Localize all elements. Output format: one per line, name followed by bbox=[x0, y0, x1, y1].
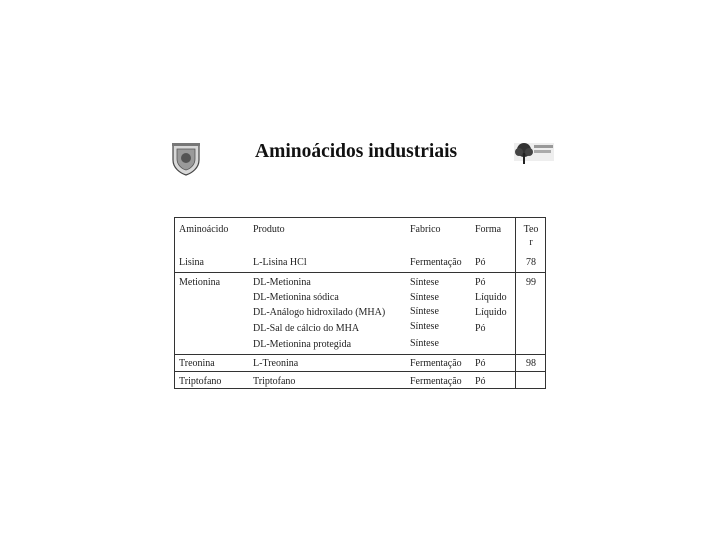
table-row-metionina-fabrico-4: Síntese bbox=[410, 321, 439, 332]
table-row-lisina-fabrico: Fermentação bbox=[410, 257, 462, 268]
tree-logo-icon bbox=[514, 143, 554, 165]
table-row-metionina-aminoacido: Metionina bbox=[179, 277, 221, 288]
table-row-metionina-produto-1: DL-Metionina bbox=[253, 277, 311, 288]
table-row-metionina-fabrico-1: Síntese bbox=[410, 277, 439, 288]
header-teor: Teo bbox=[523, 224, 539, 235]
table-row-treonina-forma: Pó bbox=[475, 358, 486, 369]
table-row-lisina-forma: Pó bbox=[475, 257, 486, 268]
table-row-metionina-forma-2: Líquido bbox=[475, 292, 507, 303]
table-row-treonina-aminoacido: Treonina bbox=[179, 358, 215, 369]
table-row-metionina-produto-2: DL-Metionina sódica bbox=[253, 292, 339, 303]
header-produto: Produto bbox=[253, 224, 285, 235]
table-row-treonina-produto: L-Treonina bbox=[253, 358, 299, 369]
table-row-triptofano-aminoacido: Triptofano bbox=[179, 376, 222, 387]
header-teor-cont: r bbox=[529, 237, 533, 248]
table-row-metionina-teor: 99 bbox=[526, 277, 536, 288]
table-row-treonina-fabrico: Fermentação bbox=[410, 358, 462, 369]
table-row-metionina-produto-3: DL-Análogo hidroxilado (MHA) bbox=[253, 307, 386, 318]
table-row-metionina-forma-1: Pó bbox=[475, 277, 486, 288]
table-row-treonina-teor: 98 bbox=[526, 358, 536, 369]
table-row-lisina-teor: 78 bbox=[526, 257, 536, 268]
table-row-metionina-produto-4: DL-Sal de cálcio do MHA bbox=[253, 323, 360, 334]
header-forma: Forma bbox=[475, 224, 502, 235]
table-row-triptofano-forma: Pó bbox=[475, 376, 486, 387]
header-aminoacido: Aminoácido bbox=[179, 224, 229, 235]
table-row-lisina-produto: L-Lisina HCl bbox=[253, 257, 307, 268]
slide-title: Aminoácidos industriais bbox=[255, 141, 458, 162]
table-row-metionina-forma-4: Pó bbox=[475, 323, 486, 334]
header-fabrico: Fabrico bbox=[410, 224, 441, 235]
aminoacids-table bbox=[174, 217, 546, 389]
table-row-metionina-fabrico-3: Síntese bbox=[410, 306, 439, 317]
table-row-lisina-aminoacido: Lisina bbox=[179, 257, 204, 268]
university-crest-icon bbox=[170, 142, 202, 176]
row-divider bbox=[175, 354, 545, 355]
table-row-metionina-fabrico-5: Síntese bbox=[410, 338, 439, 349]
row-divider bbox=[175, 371, 545, 372]
table-row-triptofano-produto: Triptofano bbox=[253, 376, 296, 387]
table-row-metionina-fabrico-2: Síntese bbox=[410, 292, 439, 303]
table-row-metionina-produto-5: DL-Metionina protegida bbox=[253, 339, 352, 350]
table-row-triptofano-fabrico: Fermentação bbox=[410, 376, 462, 387]
table-row-metionina-forma-3: Líquido bbox=[475, 307, 507, 318]
row-divider bbox=[175, 272, 545, 273]
